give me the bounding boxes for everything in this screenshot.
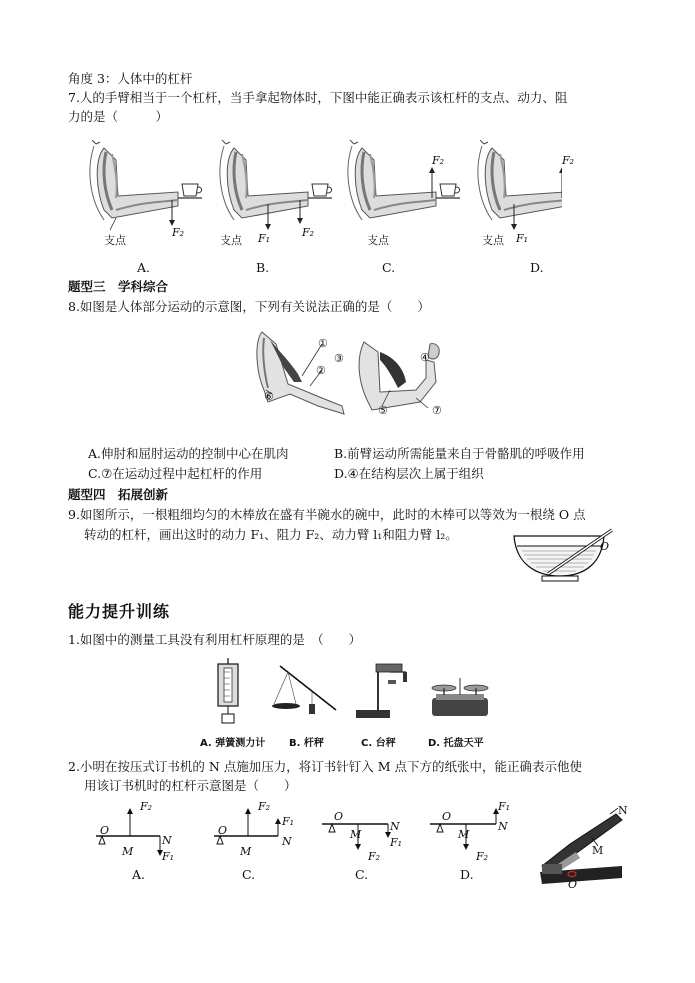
q2-b-f2: F₂	[258, 800, 271, 813]
q1-caption-a[interactable]: A. 弹簧测力计	[200, 738, 266, 749]
q7-d-fulcrum: 支点	[482, 234, 504, 247]
q2-c-m: M	[350, 828, 362, 841]
q2-a-f1: F₁	[162, 850, 175, 863]
q8-mark-7: ⑦	[432, 404, 442, 417]
q2-d-f1: F₁	[498, 800, 511, 813]
stapler-image	[536, 808, 630, 892]
q8-option-b[interactable]: B.前臂运动所需能量来自于骨骼肌的呼吸作用	[334, 446, 585, 461]
q7-a-force: F₂	[172, 226, 185, 239]
q8-option-a[interactable]: A.伸肘和屈肘运动的控制中心在肌肉	[88, 446, 289, 461]
q7-b-fulcrum: 支点	[220, 234, 242, 247]
q2-a-o: O	[100, 824, 110, 837]
q2-b-o: O	[218, 824, 228, 837]
stapler-o: O	[568, 878, 578, 891]
q7-b-force2: F₂	[302, 226, 315, 239]
q2-option-a[interactable]: A.	[132, 867, 146, 882]
q2-d-o: O	[442, 810, 452, 823]
type-title-3: 题型三 学科综合	[68, 279, 169, 294]
q7-option-c[interactable]: C.	[382, 260, 396, 275]
q8-mark-6: ⑥	[264, 390, 274, 403]
q8-mark-2: ②	[316, 364, 326, 377]
steelyard-icon	[272, 666, 336, 714]
q7-option-d[interactable]: D.	[530, 260, 544, 275]
q2-b-f1: F₁	[282, 815, 295, 828]
stapler-n: N	[618, 804, 628, 817]
q7-d-force2: F₂	[562, 154, 575, 167]
q7-a-fulcrum: 支点	[104, 234, 126, 247]
q2-d-f2: F₂	[476, 850, 489, 863]
q2-stem-line1: 2.小明在按压式订书机的 N 点施加压力，将订书针钉入 M 点下方的纸张中，能正确表示他使	[68, 759, 583, 774]
q2-stem-line2: 用该订书机时的杠杆示意图是（ ）	[84, 778, 297, 793]
q8-mark-3: ③	[334, 352, 344, 365]
q7-fig-a	[90, 140, 202, 230]
q2-option-d[interactable]: D.	[460, 867, 474, 882]
q2-d-n: N	[498, 820, 508, 833]
q2-option-b[interactable]: C.	[242, 867, 256, 882]
q7-fig-b	[220, 140, 332, 230]
q1-tool-images	[200, 658, 500, 726]
type-title-4: 题型四 拓展创新	[68, 487, 169, 502]
q7-option-b[interactable]: B.	[256, 260, 270, 275]
stapler-m: M	[592, 844, 604, 857]
q8-mark-4: ④	[420, 351, 430, 364]
q7-fig-d	[478, 140, 562, 230]
q8-option-d[interactable]: D.④在结构层次上属于组织	[334, 466, 484, 481]
q2-c-f2: F₂	[368, 850, 381, 863]
q2-option-c[interactable]: C.	[355, 867, 369, 882]
q2-c-f1: F₁	[390, 836, 403, 849]
q9-stem-line2: 转动的杠杆，画出这时的动力 F₁、阻力 F₂、动力臂 l₁和阻力臂 l₂。	[84, 527, 458, 542]
q1-caption-c[interactable]: C. 台秤	[361, 738, 396, 749]
q2-b-n: N	[282, 835, 292, 848]
platform-scale-icon	[356, 664, 407, 718]
q7-b-force1: F₁	[258, 232, 271, 245]
q8-mark-1: ①	[318, 337, 328, 350]
angle-title: 角度 3：人体中的杠杆	[68, 71, 193, 86]
q7-d-force1: F₁	[516, 232, 529, 245]
q8-option-c[interactable]: C.⑦在运动过程中起杠杆的作用	[88, 466, 263, 481]
q7-fig-c	[348, 140, 460, 220]
q2-a-n: N	[162, 834, 172, 847]
q9-bowl-diagram	[508, 526, 620, 584]
q2-b-m: M	[240, 845, 252, 858]
section-heading: 能力提升训练	[68, 602, 171, 621]
q2-a-f2: F₂	[140, 800, 153, 813]
q7-stem-line2: 力的是（ ）	[68, 109, 169, 124]
balance-icon	[432, 678, 488, 716]
q7-option-a[interactable]: A.	[137, 260, 151, 275]
q2-d-m: M	[458, 828, 470, 841]
q2-a-m: M	[122, 845, 134, 858]
q7-c-fulcrum: 支点	[367, 234, 389, 247]
q2-c-n: N	[390, 820, 400, 833]
q1-caption-d[interactable]: D. 托盘天平	[428, 738, 484, 749]
spring-scale-icon	[218, 658, 238, 723]
q9-point-o: O	[600, 540, 610, 553]
q8-mark-5: ⑤	[378, 404, 388, 417]
q7-stem-line1: 7.人的手臂相当于一个杠杆，当手拿起物体时，下图中能正确表示该杠杆的支点、动力、阻	[68, 90, 568, 105]
q1-caption-b[interactable]: B. 杆秤	[289, 738, 324, 749]
q8-stem: 8.如图是人体部分运动的示意图，下列有关说法正确的是（ ）	[68, 299, 430, 314]
q9-stem-line1: 9.如图所示，一根粗细均匀的木棒放在盛有半碗水的碗中，此时的木棒可以等效为一根绕 O 点	[68, 507, 586, 522]
q1-stem: 1.如图中的测量工具没有利用杠杆原理的是 （ ）	[68, 632, 362, 647]
q2-c-o: O	[334, 810, 344, 823]
q7-c-force: F₂	[432, 154, 445, 167]
